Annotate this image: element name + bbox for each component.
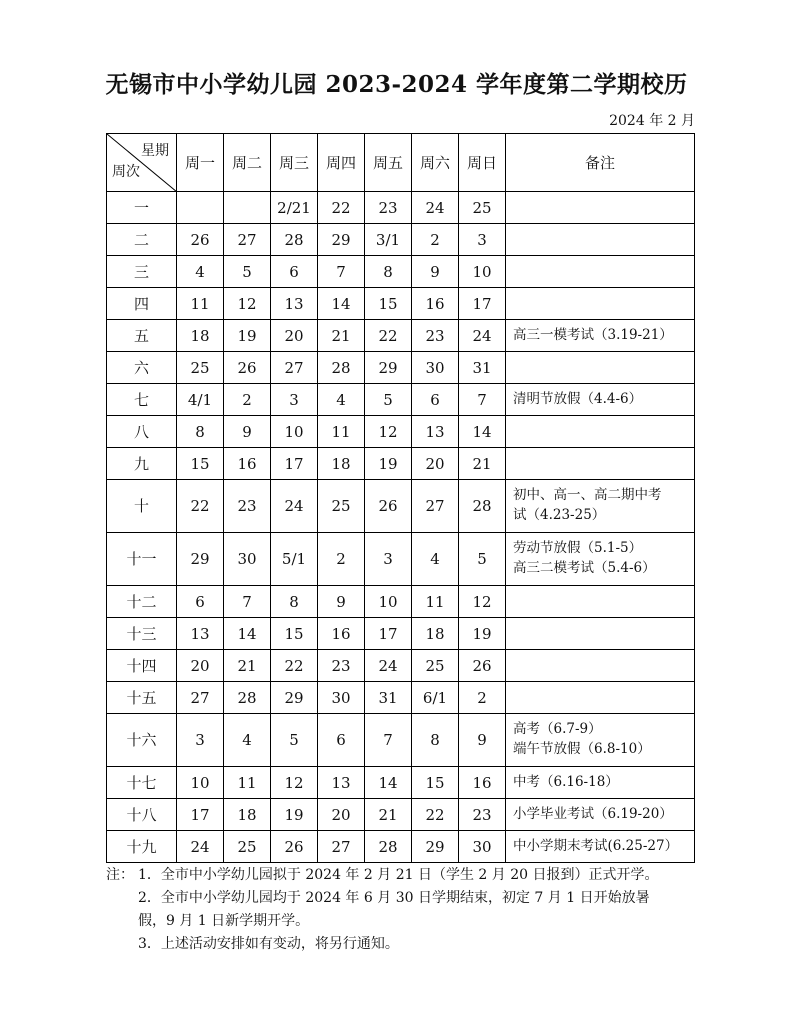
date-cell: 28 (365, 831, 412, 863)
table-row (107, 384, 695, 416)
date-cell: 23 (459, 799, 506, 831)
date-cell: 16 (224, 448, 271, 480)
date-cell: 28 (318, 352, 365, 384)
table-row (107, 352, 695, 384)
date-cell: 31 (365, 682, 412, 714)
date-cell: 24 (365, 650, 412, 682)
date-cell: 28 (271, 224, 318, 256)
week-number-cell: 十四 (107, 650, 177, 682)
remarks-cell (506, 480, 695, 533)
date-cell: 23 (365, 192, 412, 224)
date-cell: 17 (271, 448, 318, 480)
date-cell: 18 (318, 448, 365, 480)
date-cell: 17 (177, 799, 224, 831)
week-number-cell: 十五 (107, 682, 177, 714)
date-cell (224, 192, 271, 224)
date-cell: 29 (412, 831, 459, 863)
date-cell: 27 (271, 352, 318, 384)
date-cell: 6 (271, 256, 318, 288)
date-cell: 7 (318, 256, 365, 288)
week-number-cell: 十九 (107, 831, 177, 863)
date-cell: 17 (459, 288, 506, 320)
date-cell: 24 (177, 831, 224, 863)
date-cell: 16 (412, 288, 459, 320)
header-day: 周二 (224, 134, 271, 192)
date-cell: 28 (459, 480, 506, 533)
remarks-cell (506, 586, 695, 618)
date-cell: 4 (224, 714, 271, 767)
date-cell: 13 (177, 618, 224, 650)
remarks-cell (506, 352, 695, 384)
table-row (107, 448, 695, 480)
date-cell: 5 (224, 256, 271, 288)
date-cell: 6 (412, 384, 459, 416)
remarks-cell (506, 767, 695, 799)
week-number-cell: 九 (107, 448, 177, 480)
date-cell: 7 (459, 384, 506, 416)
footnote-item (106, 887, 723, 933)
date-cell: 14 (459, 416, 506, 448)
week-number-cell: 八 (107, 416, 177, 448)
remarks-cell (506, 831, 695, 863)
remark-text: 初中、高一、高二期中考 (513, 487, 662, 504)
date-cell: 2 (318, 533, 365, 586)
table-row (107, 618, 695, 650)
date-cell: 22 (365, 320, 412, 352)
header-day: 周日 (459, 134, 506, 192)
date-cell: 25 (318, 480, 365, 533)
remarks-cell (506, 533, 695, 586)
date-cell: 7 (224, 586, 271, 618)
date-cell: 19 (224, 320, 271, 352)
remarks-cell (506, 320, 695, 352)
date-cell: 29 (365, 352, 412, 384)
date-cell: 29 (318, 224, 365, 256)
remarks-cell (506, 384, 695, 416)
date-cell: 29 (271, 682, 318, 714)
date-cell: 6 (318, 714, 365, 767)
date-cell: 12 (459, 586, 506, 618)
table-row (107, 416, 695, 448)
date-cell: 27 (318, 831, 365, 863)
remark-text: 清明节放假（4.4-6） (513, 390, 643, 407)
date-cell: 11 (177, 288, 224, 320)
date-cell: 4/1 (177, 384, 224, 416)
issue-date: 2024 年 2 月 (609, 113, 695, 129)
week-number-cell: 三 (107, 256, 177, 288)
date-cell: 26 (224, 352, 271, 384)
date-cell: 15 (177, 448, 224, 480)
date-cell: 25 (224, 831, 271, 863)
week-number-cell: 十 (107, 480, 177, 533)
week-number-cell: 五 (107, 320, 177, 352)
date-cell: 8 (412, 714, 459, 767)
footnotes (106, 864, 723, 956)
date-cell: 24 (412, 192, 459, 224)
remarks-cell (506, 799, 695, 831)
remarks-cell (506, 256, 695, 288)
date-cell: 18 (224, 799, 271, 831)
date-cell: 26 (271, 831, 318, 863)
date-cell: 10 (365, 586, 412, 618)
date-cell: 18 (412, 618, 459, 650)
date-cell: 10 (271, 416, 318, 448)
header-day: 周五 (365, 134, 412, 192)
remarks-cell (506, 416, 695, 448)
date-cell: 8 (177, 416, 224, 448)
date-cell: 10 (177, 767, 224, 799)
school-calendar-table (106, 133, 695, 863)
date-cell: 30 (459, 831, 506, 863)
date-cell: 15 (365, 288, 412, 320)
table-row (107, 650, 695, 682)
week-number-cell: 七 (107, 384, 177, 416)
remark-text: 中考（6.16-18） (513, 773, 619, 790)
table-header-row (107, 134, 695, 192)
date-cell: 21 (459, 448, 506, 480)
remarks-cell (506, 714, 695, 767)
date-cell: 25 (459, 192, 506, 224)
date-cell: 11 (224, 767, 271, 799)
date-cell: 9 (318, 586, 365, 618)
date-cell: 20 (177, 650, 224, 682)
date-cell: 27 (224, 224, 271, 256)
date-cell: 13 (412, 416, 459, 448)
footnote-prefix: 注： (106, 867, 134, 883)
date-cell: 10 (459, 256, 506, 288)
date-cell: 30 (224, 533, 271, 586)
week-number-cell: 十六 (107, 714, 177, 767)
header-day: 周一 (177, 134, 224, 192)
table-row (107, 288, 695, 320)
remarks-cell (506, 618, 695, 650)
footnote-item (106, 933, 723, 956)
remarks-cell (506, 650, 695, 682)
date-cell: 27 (177, 682, 224, 714)
remarks-cell (506, 288, 695, 320)
date-cell: 9 (459, 714, 506, 767)
footnote-text: 3．上述活动安排如有变动，将另行通知。 (138, 936, 399, 953)
table-row (107, 714, 695, 767)
date-cell: 14 (224, 618, 271, 650)
date-cell: 8 (271, 586, 318, 618)
date-cell: 31 (459, 352, 506, 384)
date-cell: 3 (365, 533, 412, 586)
table-row (107, 831, 695, 863)
footnote-text: 2．全市中小学幼儿园均于 2024 年 6 月 30 日学期结束，初定 7 月 1 日开始放暑 假，9 月 1 日新学期开学。 (138, 890, 650, 930)
table-row (107, 480, 695, 533)
remarks-cell (506, 224, 695, 256)
week-number-cell: 六 (107, 352, 177, 384)
week-number-cell: 二 (107, 224, 177, 256)
header-remarks: 备注 (506, 134, 695, 192)
date-cell: 30 (412, 352, 459, 384)
date-cell: 28 (224, 682, 271, 714)
date-cell: 19 (365, 448, 412, 480)
date-cell: 22 (318, 192, 365, 224)
date-cell: 2 (224, 384, 271, 416)
date-cell: 13 (318, 767, 365, 799)
date-cell: 29 (177, 533, 224, 586)
date-cell: 5 (459, 533, 506, 586)
header-week-label: 周次 (112, 164, 140, 181)
date-cell: 2 (412, 224, 459, 256)
date-cell: 2/21 (271, 192, 318, 224)
page-title: 无锡市中小学幼儿园 2023-2024 学年度第二学期校历 (105, 71, 688, 98)
date-cell: 4 (412, 533, 459, 586)
date-cell: 21 (318, 320, 365, 352)
week-number-cell: 一 (107, 192, 177, 224)
date-cell: 25 (177, 352, 224, 384)
date-cell: 7 (365, 714, 412, 767)
date-cell: 16 (318, 618, 365, 650)
date-cell: 24 (459, 320, 506, 352)
header-day: 周六 (412, 134, 459, 192)
header-day: 周三 (271, 134, 318, 192)
table-row (107, 767, 695, 799)
date-cell: 4 (318, 384, 365, 416)
date-cell: 8 (365, 256, 412, 288)
date-cell: 25 (412, 650, 459, 682)
date-cell: 9 (224, 416, 271, 448)
table-row (107, 320, 695, 352)
date-cell: 27 (412, 480, 459, 533)
date-cell: 19 (271, 799, 318, 831)
footnote-item (106, 864, 723, 887)
date-cell: 18 (177, 320, 224, 352)
week-number-cell: 十二 (107, 586, 177, 618)
remark-text: 劳动节放假（5.1-5） (513, 540, 643, 557)
date-cell: 16 (459, 767, 506, 799)
date-cell: 3 (459, 224, 506, 256)
remark-text: 高三二模考试（5.4-6） (513, 560, 656, 576)
remarks-cell (506, 192, 695, 224)
date-cell: 30 (318, 682, 365, 714)
week-number-cell: 十三 (107, 618, 177, 650)
remark-text: 小学毕业考试（6.19-20） (513, 805, 673, 822)
date-cell: 5 (365, 384, 412, 416)
date-cell: 11 (318, 416, 365, 448)
date-cell: 5/1 (271, 533, 318, 586)
date-cell: 6/1 (412, 682, 459, 714)
date-cell: 21 (365, 799, 412, 831)
date-cell: 4 (177, 256, 224, 288)
date-cell: 6 (177, 586, 224, 618)
date-cell: 15 (271, 618, 318, 650)
date-cell: 3/1 (365, 224, 412, 256)
table-row (107, 799, 695, 831)
date-cell: 3 (177, 714, 224, 767)
date-cell: 14 (365, 767, 412, 799)
week-number-cell: 四 (107, 288, 177, 320)
date-cell: 20 (412, 448, 459, 480)
remarks-cell (506, 448, 695, 480)
week-number-cell: 十八 (107, 799, 177, 831)
date-cell: 23 (224, 480, 271, 533)
remark-text: 端午节放假（6.8-10） (513, 741, 651, 757)
date-cell: 19 (459, 618, 506, 650)
remark-text: 试（4.23-25） (513, 507, 606, 523)
table-row (107, 533, 695, 586)
date-cell: 17 (365, 618, 412, 650)
date-cell: 9 (412, 256, 459, 288)
date-cell: 2 (459, 682, 506, 714)
table-row (107, 586, 695, 618)
date-cell: 26 (365, 480, 412, 533)
date-cell: 22 (412, 799, 459, 831)
date-cell: 22 (271, 650, 318, 682)
date-cell: 12 (224, 288, 271, 320)
date-cell: 21 (224, 650, 271, 682)
remark-text: 中小学期末考试(6.25-27） (513, 837, 679, 854)
remark-text: 高三一模考试（3.19-21） (513, 326, 673, 343)
table-row (107, 682, 695, 714)
date-cell: 26 (177, 224, 224, 256)
date-cell: 5 (271, 714, 318, 767)
remark-text: 高考（6.7-9） (513, 721, 602, 738)
date-cell: 15 (412, 767, 459, 799)
date-cell: 20 (318, 799, 365, 831)
remarks-cell (506, 682, 695, 714)
date-cell: 12 (365, 416, 412, 448)
date-cell: 11 (412, 586, 459, 618)
date-cell: 20 (271, 320, 318, 352)
week-number-cell: 十七 (107, 767, 177, 799)
date-cell: 23 (412, 320, 459, 352)
date-cell: 3 (271, 384, 318, 416)
table-row (107, 256, 695, 288)
footnote-text: 1．全市中小学幼儿园拟于 2024 年 2 月 21 日（学生 2 月 20 日报到）正式开学。 (138, 867, 659, 883)
date-cell (177, 192, 224, 224)
date-cell: 26 (459, 650, 506, 682)
date-cell: 13 (271, 288, 318, 320)
table-row (107, 192, 695, 224)
week-number-cell: 十一 (107, 533, 177, 586)
date-cell: 22 (177, 480, 224, 533)
date-cell: 23 (318, 650, 365, 682)
date-cell: 12 (271, 767, 318, 799)
header-weekday-label: 星期 (141, 143, 169, 159)
date-cell: 24 (271, 480, 318, 533)
header-day: 周四 (318, 134, 365, 192)
table-row (107, 224, 695, 256)
header-corner-cell (107, 134, 177, 192)
date-cell: 14 (318, 288, 365, 320)
